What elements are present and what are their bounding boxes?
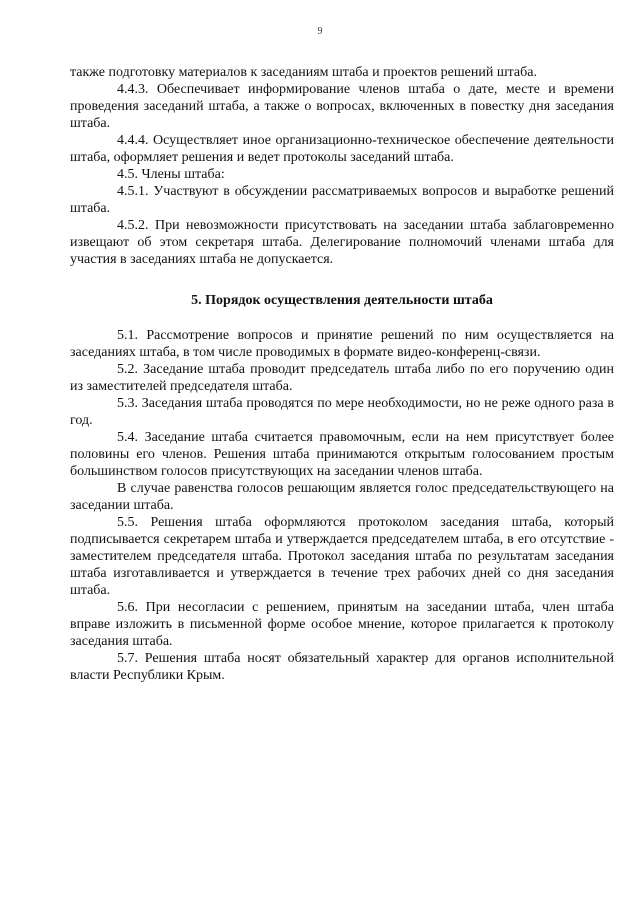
paragraph-4-5-2: 4.5.2. При невозможности присутствовать на заседании штаба заблаговременно извещают об этом секретаря штаба. Делегирование полномочий членами штаба для участия в заседаниях штаба не допускается. [70, 218, 614, 267]
paragraph-5-3: 5.3. Заседания штаба проводятся по мере необходимости, но не реже одного раза в год. [70, 396, 614, 428]
paragraph-4-4-3: 4.4.3. Обеспечивает информирование членов штаба о дате, месте и времени проведения заседаний штаба, а также о вопросах, включенных в повестку дня заседания штаба. [70, 82, 614, 131]
section-heading-5: 5. Порядок осуществления деятельности штаба [191, 293, 493, 308]
paragraph-4-4-4: 4.4.4. Осуществляет иное организационно-техническое обеспечение деятельности штаба, оформляет решения и ведет протоколы заседаний штаба. [70, 133, 614, 165]
paragraph-4-5: 4.5. Члены штаба: [117, 167, 225, 182]
paragraph-5-4: 5.4. Заседание штаба считается правомочным, если на нем присутствует более половины его членов. Решения штаба принимаются открытым голосованием простым большинством голосов присутствующих на заседании членов штаба. [70, 430, 614, 479]
paragraph-5-2: 5.2. Заседание штаба проводит председатель штаба либо по его поручению один из заместителей председателя штаба. [70, 362, 614, 394]
paragraph-5-4-tie: В случае равенства голосов решающим является голос председательствующего на заседании штаба. [70, 481, 614, 513]
paragraph-4-5-1: 4.5.1. Участвуют в обсуждении рассматриваемых вопросов и выработке решений штаба. [70, 184, 614, 216]
paragraph-5-6: 5.6. При несогласии с решением, принятым на заседании штаба, член штаба вправе изложить в письменной форме особое мнение, которое прилагается к протоколу заседания штаба. [70, 600, 614, 649]
document-body [70, 64, 614, 684]
page-number: 9 [317, 26, 323, 37]
paragraph-5-1: 5.1. Рассмотрение вопросов и принятие решений по ним осуществляется на заседаниях штаба, в том числе проводимых в формате видео-конференц-связи. [70, 328, 614, 360]
paragraph-5-5: 5.5. Решения штаба оформляются протоколом заседания штаба, который подписывается секретарем штаба и утверждается председателем штаба, в его отсутствие - заместителем председателя штаба. Протокол заседания штаба по результатам заседания штаба изготавливается и утверждается в течение трех рабочих дней со дня заседания штаба. [70, 515, 614, 598]
paragraph-continuation: также подготовку материалов к заседаниям штаба и проектов решений штаба. [70, 65, 537, 80]
paragraph-5-7: 5.7. Решения штаба носят обязательный характер для органов исполнительной власти Республики Крым. [70, 651, 614, 683]
